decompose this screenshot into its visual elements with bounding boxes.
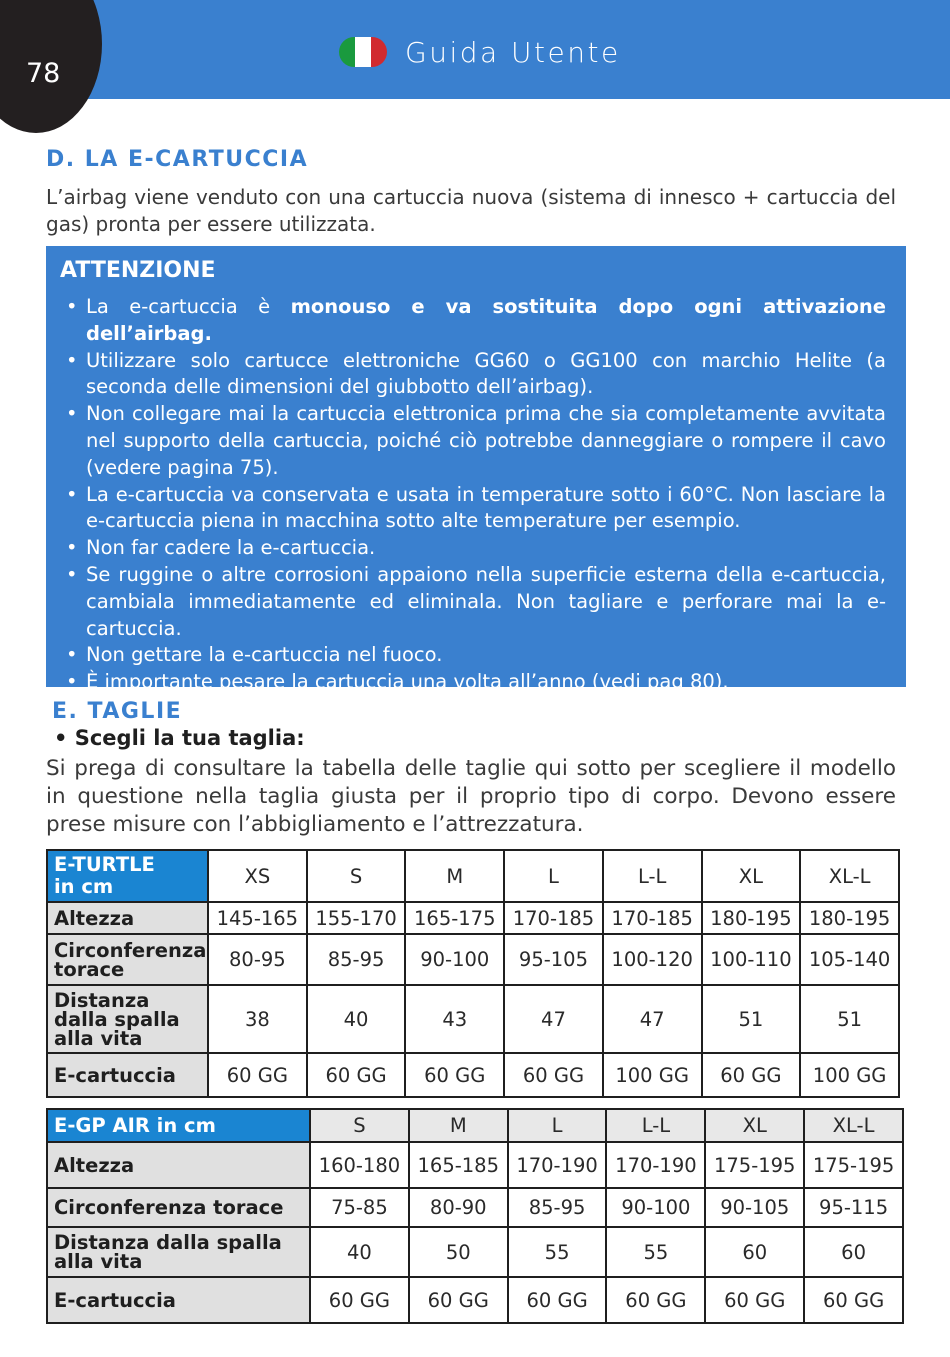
warning-item: • È importante pesare la cartuccia una volta all’anno (vedi pag 80). [66,669,886,696]
table-cell: 60 GG [606,1277,705,1323]
warning-item: • Se ruggine o altre corrosioni appaiono nella superficie esterna della e-cartuccia, cambiala immediatamente ed eliminala. Non tagliare e perforare mai la e-cartuccia. [66,562,886,642]
table-cell: 85-95 [307,934,406,985]
row-header: E-cartuccia [47,1277,310,1323]
column-header: XL [705,1109,804,1142]
table-cell: 38 [208,985,307,1053]
column-header: M [405,850,504,902]
row-header: Circonferenza torace [47,934,208,985]
column-header: L-L [606,1109,705,1142]
table-cell: 145-165 [208,902,307,934]
table-cell: 170-185 [603,902,702,934]
warning-item-bold: monouso e va sostituita dopo ogni attivazione dell’airbag. [86,295,886,345]
table-row [47,902,899,934]
column-header: L-L [603,850,702,902]
column-header: S [307,850,406,902]
table-cell: 60 [804,1227,903,1277]
warning-item-text: La e-cartuccia è [86,295,291,318]
row-header: Circonferenza torace [47,1188,310,1227]
e-gp-air-size-table [46,1108,904,1324]
section-e-intro: Si prega di consultare la tabella delle taglie qui sotto per scegliere il modello in questione nella taglia giusta per il proprio tipo di corpo. Devono essere prese misure con l’abbigliamento e l’attrezzatura. [46,756,896,837]
table-cell: 95-105 [504,934,603,985]
table-cell: 60 GG [409,1277,508,1323]
table-cell: 80-90 [409,1188,508,1227]
table-cell: 100 GG [800,1053,899,1097]
table-corner: E-GP AIR in cm [47,1109,310,1142]
row-header: E-cartuccia [47,1053,208,1097]
table-cell: 160-180 [310,1142,409,1188]
table-cell: 60 GG [508,1277,607,1323]
table-row [47,1142,903,1188]
table-cell: 60 GG [405,1053,504,1097]
warning-item: • Utilizzare solo cartucce elettroniche GG60 o GG100 con marchio Helite (a seconda delle dimensioni del giubbotto dell’airbag). [66,348,886,402]
table-cell: 170-190 [606,1142,705,1188]
table-cell: 40 [310,1227,409,1277]
table-cell: 55 [606,1227,705,1277]
table-cell: 85-95 [508,1188,607,1227]
column-header: XL-L [800,850,899,902]
column-header: S [310,1109,409,1142]
table-row [47,1277,903,1323]
table-cell: 170-190 [508,1142,607,1188]
table-cell: 60 GG [307,1053,406,1097]
e-turtle-size-table [46,849,900,1098]
table-corner: E-TURTLE in cm [47,850,208,902]
table-cell: 175-195 [705,1142,804,1188]
row-header: Distanza dalla spalla alla vita [47,1227,310,1277]
column-header: XL-L [804,1109,903,1142]
warning-title: ATTENZIONE [60,258,216,283]
table-cell: 60 GG [804,1277,903,1323]
section-d-intro: L’airbag viene venduto con una cartuccia nuova (sistema di innesco + cartuccia del gas) pronta per essere utilizzata. [46,185,896,236]
warning-item: • Non gettare la e-cartuccia nel fuoco. [66,642,886,669]
column-header: L [504,850,603,902]
choose-size-bullet: • Scegli la tua taglia: [54,726,305,750]
warning-item [66,294,886,348]
table-cell: 100-110 [702,934,801,985]
table-cell: 51 [800,985,899,1053]
column-header: L [508,1109,607,1142]
table-cell: 51 [702,985,801,1053]
table-row [47,985,899,1053]
table-cell: 180-195 [800,902,899,934]
flag-green-stripe [339,37,355,67]
table-cell: 60 GG [705,1277,804,1323]
warning-list [66,294,886,696]
table-cell: 60 GG [310,1277,409,1323]
table-cell: 60 GG [504,1053,603,1097]
table-cell: 47 [603,985,702,1053]
table-cell: 165-175 [405,902,504,934]
row-header: Altezza [47,902,208,934]
row-header: Altezza [47,1142,310,1188]
table-cell: 75-85 [310,1188,409,1227]
column-header: M [409,1109,508,1142]
column-header: XS [208,850,307,902]
table-cell: 175-195 [804,1142,903,1188]
table-cell: 47 [504,985,603,1053]
table-cell: 100 GG [603,1053,702,1097]
table-cell: 60 GG [208,1053,307,1097]
table-cell: 170-185 [504,902,603,934]
row-header: Distanza dalla spalla alla vita [47,985,208,1053]
table-cell: 180-195 [702,902,801,934]
table-row [47,1053,899,1097]
page-number: 78 [26,58,61,89]
table-cell: 43 [405,985,504,1053]
table-row [47,934,899,985]
warning-item: • Non collegare mai la cartuccia elettronica prima che sia completamente avvitata nel supporto della cartuccia, poiché ciò potrebbe danneggiare o rompere il cavo (vedere pagina 75). [66,401,886,481]
section-d-heading: D. LA E-CARTUCCIA [46,147,309,172]
page-header [0,0,950,99]
table-cell: 55 [508,1227,607,1277]
table-cell: 50 [409,1227,508,1277]
table-cell: 155-170 [307,902,406,934]
warning-item: • Non far cadere la e-cartuccia. [66,535,886,562]
table-cell: 90-105 [705,1188,804,1227]
italian-flag-icon [339,37,387,67]
section-e-heading: E. TAGLIE [52,699,183,724]
table-cell: 100-120 [603,934,702,985]
table-row [47,1188,903,1227]
warning-box [46,246,906,694]
column-header: XL [702,850,801,902]
table-cell: 40 [307,985,406,1053]
table-cell: 90-100 [606,1188,705,1227]
flag-red-stripe [371,37,387,67]
table-cell: 105-140 [800,934,899,985]
table-cell: 95-115 [804,1188,903,1227]
table-cell: 165-185 [409,1142,508,1188]
flag-white-stripe [355,37,371,67]
table-row [47,1227,903,1277]
warning-item: • La e-cartuccia va conservata e usata in temperature sotto i 60°C. Non lasciare la e-cartuccia piena in macchina sotto alte temperature per esempio. [66,482,886,536]
table-cell: 80-95 [208,934,307,985]
header-title: Guida Utente [405,36,621,69]
table-cell: 60 [705,1227,804,1277]
table-cell: 90-100 [405,934,504,985]
table-cell: 60 GG [702,1053,801,1097]
